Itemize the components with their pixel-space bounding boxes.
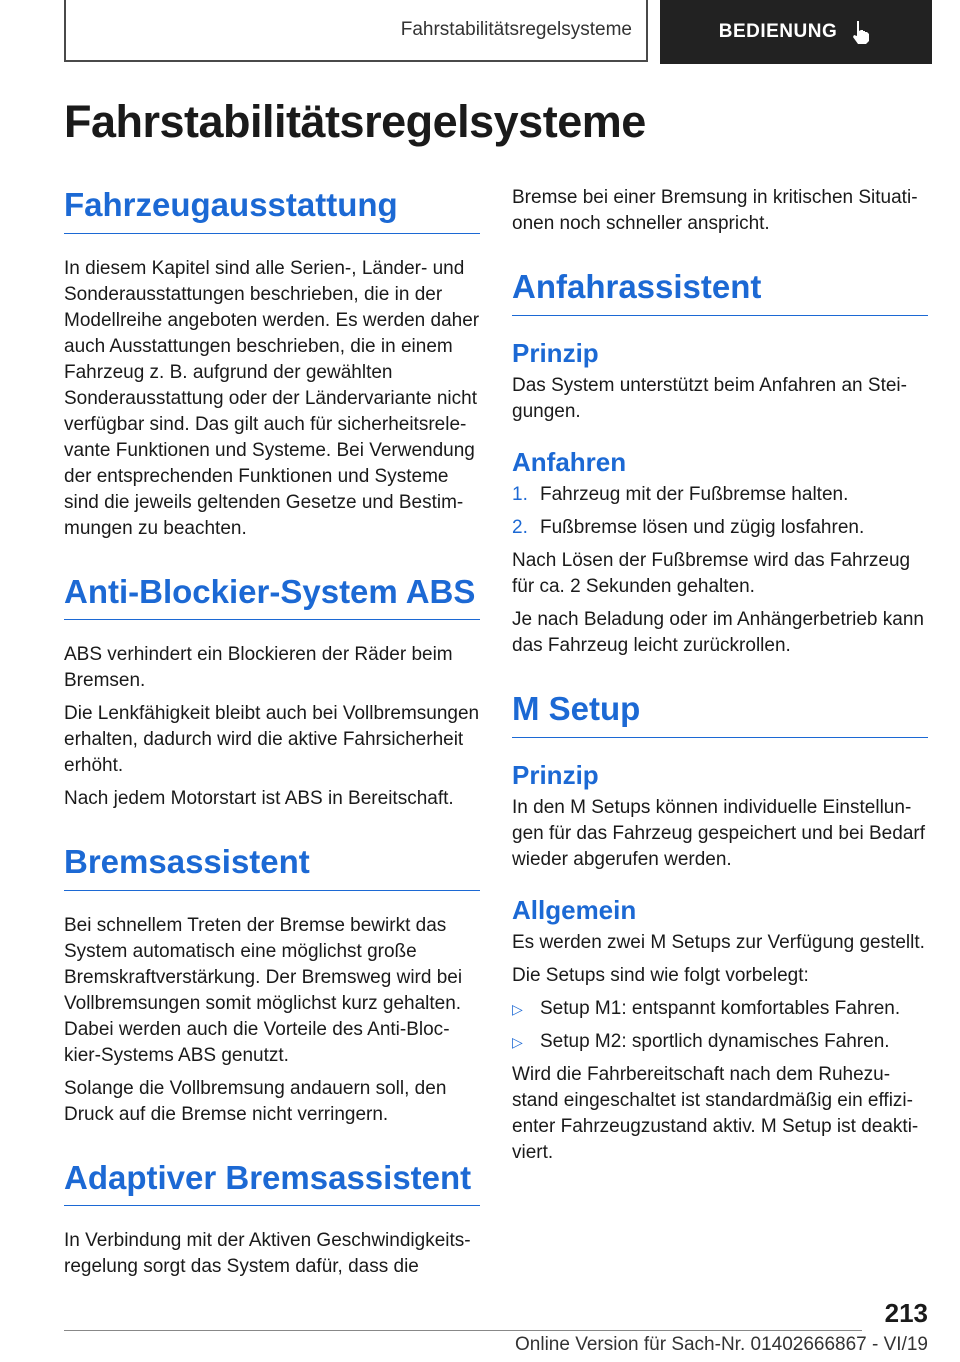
heading-anfahrassistent: Anfahrassistent xyxy=(512,267,928,316)
paragraph: Nach Lösen der Fußbremse wird das Fahrzeug für ca. 2 Sekunden gehalten. xyxy=(512,549,911,597)
paragraph: Je nach Beladung oder im Anhängerbetrieb kann das Fahrzeug leicht zurückrollen. xyxy=(512,608,924,656)
step-number: 1. xyxy=(512,483,528,505)
list-item xyxy=(512,515,928,541)
bullet-text: Setup M1: entspannt komfortables Fahren. xyxy=(540,997,901,1019)
section-label: Fahrstabilitätsregelsysteme xyxy=(400,19,632,40)
chapter-tab xyxy=(660,0,932,64)
paragraph: In Verbindung mit der Aktiven Geschwindigkeitsregelung sorgt das System dafür, dass die xyxy=(64,1230,471,1278)
triangle-bullet-icon: ▷ xyxy=(512,1033,523,1050)
page-header xyxy=(64,0,932,64)
step-text: Fahrzeug mit der Fußbremse halten. xyxy=(540,483,849,505)
paragraph: Die Lenkfähigkeit bleibt auch bei Vollbremsungen erhalten, dadurch wird die aktive Fahrsicherheit erhöht. xyxy=(64,703,480,777)
paragraph: In den M Setups können individuelle Einstellungen für das Fahrzeug gespeichert und bei Bedarf wieder abgerufen werden. xyxy=(512,796,925,870)
left-column xyxy=(64,185,480,1280)
hand-pointer-icon xyxy=(849,19,873,45)
paragraph: ABS verhindert ein Blockieren der Räder beim Bremsen. xyxy=(64,644,453,692)
heading-fahrzeugausstattung: Fahrzeugausstattung xyxy=(64,185,480,234)
subheading-allgemein: Allgemein xyxy=(512,894,637,925)
bullet-text: Setup M2: sportlich dynamisches Fahren. xyxy=(540,1030,890,1052)
paragraph: Es werden zwei M Setups zur Verfügung gestellt. xyxy=(512,931,925,953)
paragraph: Solange die Vollbremsung andauern soll, den Druck auf die Bremse nicht verringern. xyxy=(64,1077,447,1125)
list-item xyxy=(512,1029,928,1055)
step-number: 2. xyxy=(512,516,528,538)
section-tab xyxy=(64,0,648,62)
list-item xyxy=(512,996,928,1022)
paragraph: Bei schnellem Treten der Bremse bewirkt das System automatisch eine möglichst große Bremskraftverstärkung. Der Bremsweg wird bei Vollbremsungen somit möglichst kurz gehalten. Dabei werden auch die Vorteile des Anti-Blockier-Systems ABS genutzt. xyxy=(64,914,463,1066)
paragraph: Das System unterstützt beim Anfahren an Steigungen. xyxy=(512,374,907,422)
paragraph: Wird die Fahrbereitschaft nach dem Ruhezustand eingeschaltet ist standardmäßig ein effizienter Fahrzeugzustand aktiv. M Setup ist deaktiviert. xyxy=(512,1063,919,1163)
paragraph: Nach jedem Motorstart ist ABS in Bereitschaft. xyxy=(64,788,454,810)
paragraph: Bremse bei einer Bremsung in kritischen Situationen noch schneller anspricht. xyxy=(512,187,918,234)
paragraph: Die Setups sind wie folgt vorbelegt: xyxy=(512,964,809,986)
subheading-anfahren: Anfahren xyxy=(512,446,627,477)
subheading-prinzip: Prinzip xyxy=(512,759,599,790)
heading-adaptiver-bremsassistent: Adaptiver Bremsassistent xyxy=(64,1158,480,1207)
page-title: Fahrstabilitätsregelsysteme xyxy=(64,96,646,147)
online-version-note: Online Version für Sach-Nr. 01402666867 - VI/19 xyxy=(515,1334,928,1355)
heading-abs: Anti-Blockier-System ABS xyxy=(64,572,480,621)
footer-divider xyxy=(64,1330,862,1331)
heading-bremsassistent: Bremsassistent xyxy=(64,842,480,891)
triangle-bullet-icon: ▷ xyxy=(512,1000,523,1017)
subheading-prinzip: Prinzip xyxy=(512,337,599,368)
page-number: 213 xyxy=(884,1298,928,1328)
chapter-label: BEDIENUNG xyxy=(718,21,838,42)
list-item xyxy=(512,482,928,508)
heading-m-setup: M Setup xyxy=(512,689,928,738)
paragraph: In diesem Kapitel sind alle Serien-, Länder- und Sonderausstattungen beschrieben, die in der Modellreihe angeboten werden. Es werden daher auch Ausstattungen beschrieben, die in einem Fahrzeug z. B. aufgrund der gewählten Sonderausstattung oder der Ländervariante nicht verfügbar sind. Das gilt auch für sicherheitsrelevante Funktionen und Systeme. Bei Verwendung der entsprechenden Funktionen und Systeme sind die jeweils geltenden Gesetze und Bestimmungen zu beachten. xyxy=(64,257,480,539)
step-text: Fußbremse lösen und zügig losfahren. xyxy=(540,516,865,538)
right-column xyxy=(512,185,928,1166)
